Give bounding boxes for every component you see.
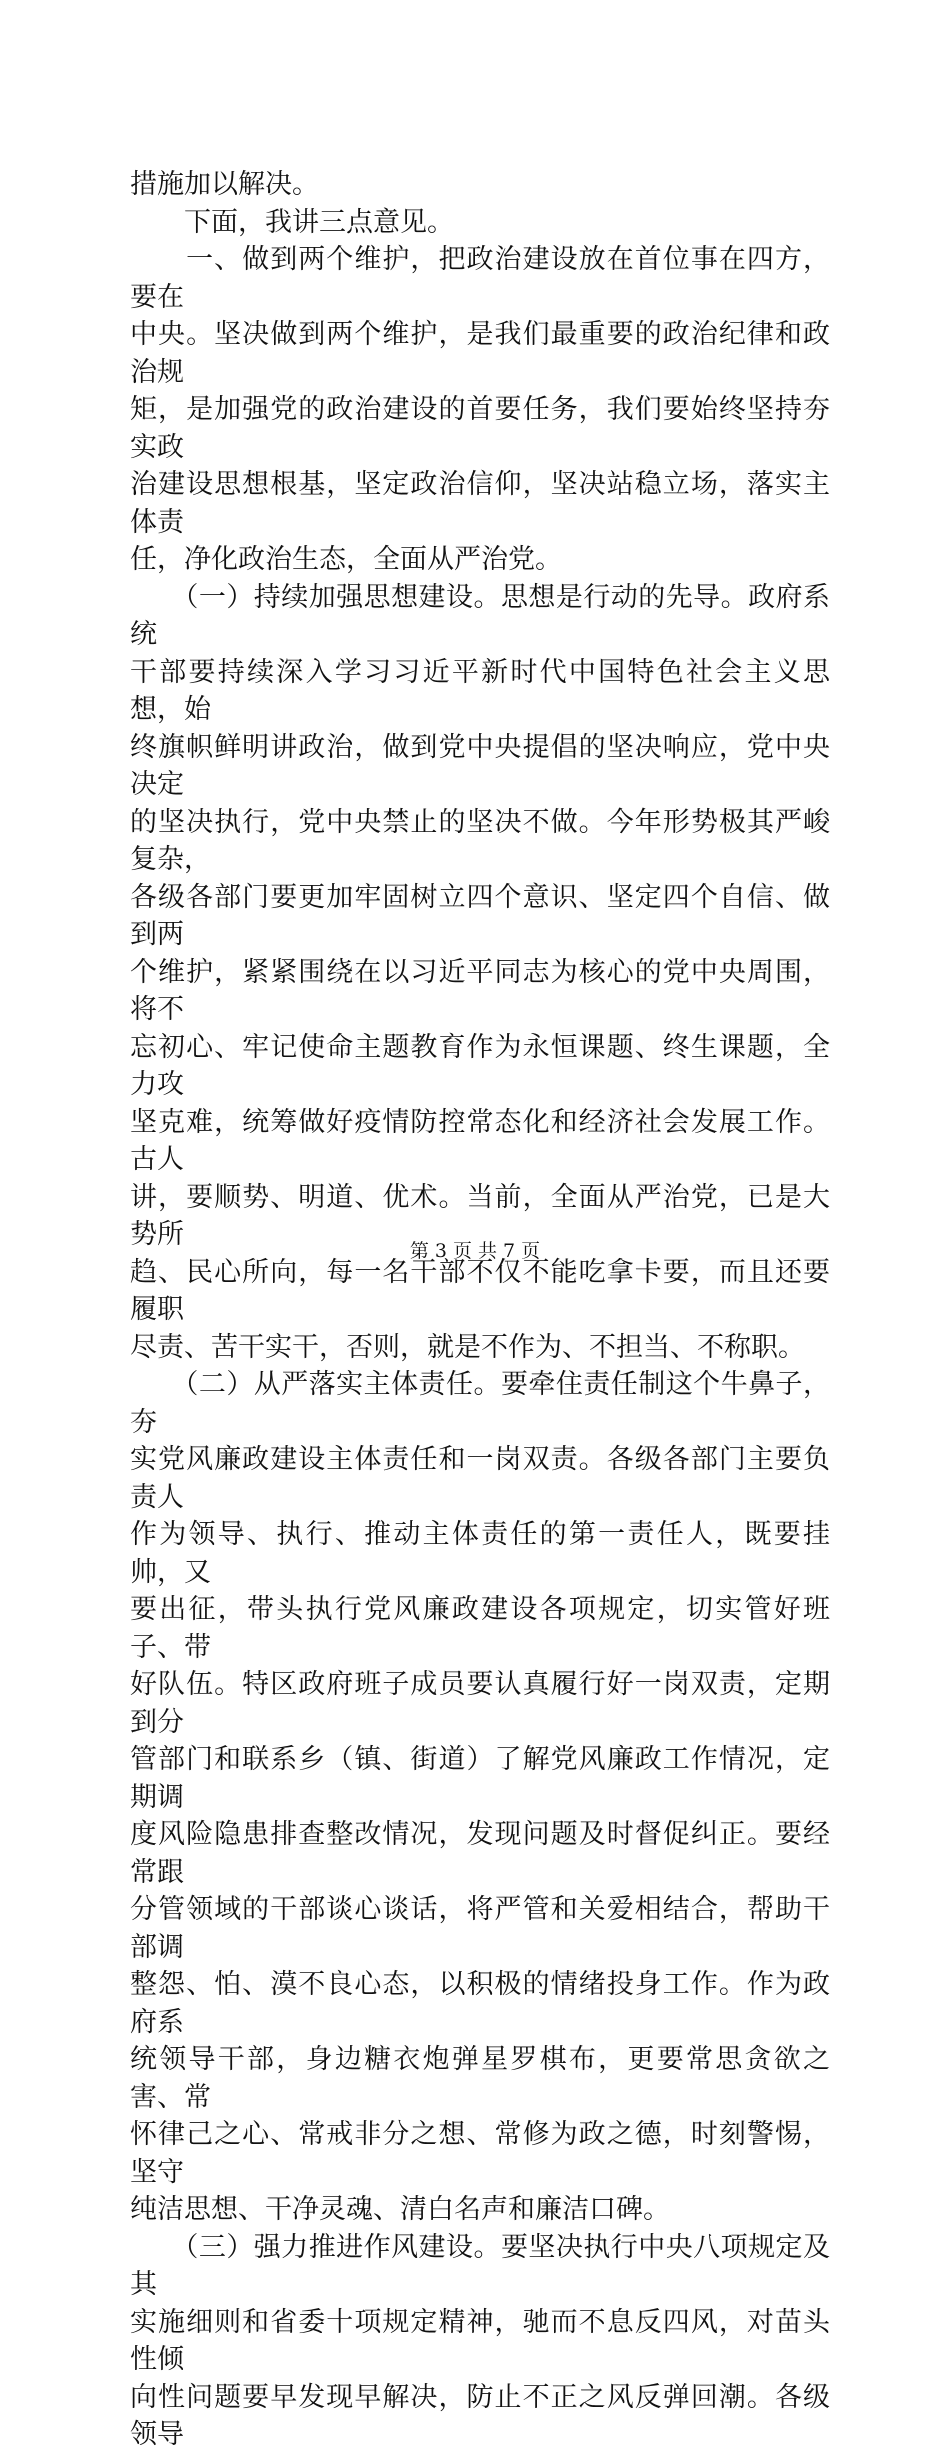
text-line: 分管领域的干部谈心谈话，将严管和关爱相结合，帮助干部调 [130,1894,830,1963]
text-line: 坚克难，统筹做好疫情防控常态化和经济社会发展工作。古人 [130,1106,830,1175]
text-line: 终旗帜鲜明讲政治，做到党中央提倡的坚决响应，党中央决定 [130,731,830,800]
text-line: 一、做到两个维护，把政治建设放在首位事在四方，要在 [130,244,830,313]
text-line: 矩，是加强党的政治建设的首要任务，我们要始终坚持夯实政 [130,394,830,463]
text-line: 纯洁思想、干净灵魂、清白名声和廉洁口碑。 [130,2194,670,2225]
text-line: 好队伍。特区政府班子成员要认真履行好一岗双责，定期到分 [130,1669,830,1738]
text-line: （二）从严落实主体责任。要牵住责任制这个牛鼻子，夯 [130,1369,830,1438]
text-line: 忘初心、牢记使命主题教育作为永恒课题、终生课题，全力攻 [130,1031,830,1100]
text-line: 的坚决执行，党中央禁止的坚决不做。今年形势极其严峻复杂， [130,806,830,875]
text-line: 讲，要顺势、明道、优术。当前，全面从严治党，已是大势所 [130,1181,830,1250]
text-line: 个维护，紧紧围绕在以习近平同志为核心的党中央周围，将不 [130,956,830,1025]
text-line: （三）强力推进作风建设。要坚决执行中央八项规定及其 [130,2231,830,2300]
text-line: 向性问题要早发现早解决，防止不正之风反弹回潮。各级领导 [130,2381,830,2450]
text-line: 要出征，带头执行党风廉政建设各项规定，切实管好班子、带 [130,1594,830,1663]
text-line: 各级各部门要更加牢固树立四个意识、坚定四个自信、做到两 [130,881,830,950]
text-line: 干部要持续深入学习习近平新时代中国特色社会主义思想，始 [130,656,830,725]
text-line: 尽责、苦干实干，否则，就是不作为、不担当、不称职。 [130,1331,805,1363]
text-line: 统领导干部，身边糖衣炮弹星罗棋布，更要常思贪欲之害、常 [130,2044,830,2113]
text-line: 实施细则和省委十项规定精神，驰而不息反四风，对苗头性倾 [130,2306,830,2375]
text-line: 治建设思想根基，坚定政治信仰，坚决站稳立场，落实主体责 [130,469,830,538]
text-line: 中央。坚决做到两个维护，是我们最重要的政治纪律和政治规 [130,319,830,388]
text-line: 管部门和联系乡（镇、街道）了解党风廉政工作情况，定期调 [130,1744,830,1813]
text-line: 作为领导、执行、推动主体责任的第一责任人，既要挂帅，又 [130,1519,830,1588]
text-line: 任，净化政治生态，全面从严治党。 [130,544,562,575]
text-line: 措施加以解决。 [130,169,319,200]
text-line: 实党风廉政建设主体责任和一岗双责。各级各部门主要负责人 [130,1444,830,1513]
text-line: 下面，我讲三点意见。 [130,206,454,238]
text-line: （一）持续加强思想建设。思想是行动的先导。政府系统 [130,581,830,650]
text-line: 趋、民心所向，每一名干部不仅不能吃拿卡要，而且还要履职 [130,1256,830,1325]
text-line: 怀律己之心、常戒非分之想、常修为政之德，时刻警惕，坚守 [130,2119,830,2188]
page-footer: 第 3 页 共 7 页 [409,1240,541,1262]
body-text [130,166,830,2454]
text-line: 整怨、怕、漠不良心态，以积极的情绪投身工作。作为政府系 [130,1969,830,2038]
text-line: 度风险隐患排查整改情况，发现问题及时督促纠正。要经常跟 [130,1819,830,1888]
